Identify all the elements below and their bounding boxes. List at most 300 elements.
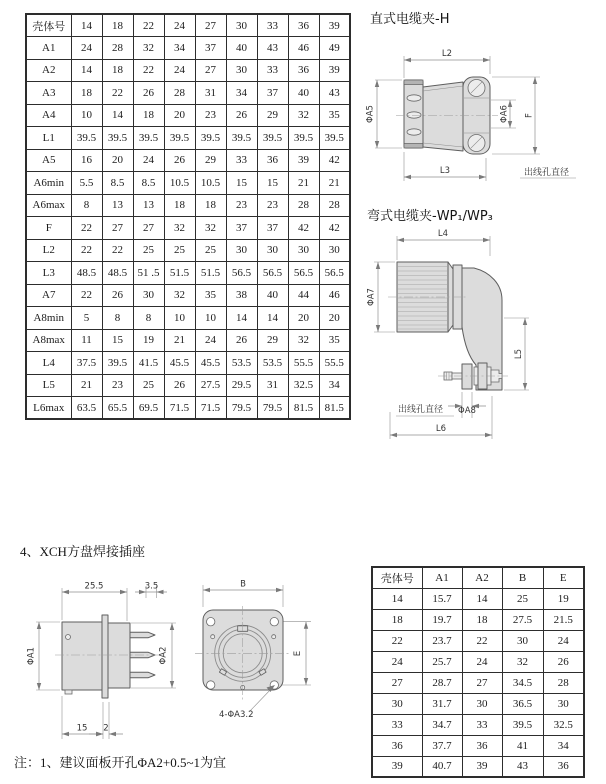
table-cell: 37.5: [71, 352, 102, 375]
table-header-cell: 33: [257, 14, 288, 37]
table-cell: 40: [257, 284, 288, 307]
table-row: [26, 329, 350, 352]
table-cell: 33: [226, 149, 257, 172]
table-cell: 37: [257, 82, 288, 105]
table-cell: 13: [102, 194, 133, 217]
table-cell: 39.5: [164, 127, 195, 150]
table-cell: 49: [319, 37, 350, 60]
table-cell: 30: [133, 284, 164, 307]
table-cell: 30: [226, 59, 257, 82]
table-row: [26, 239, 350, 262]
dim-label-phi-a7: ΦA7: [366, 288, 377, 306]
table-cell: 51.5: [164, 262, 195, 285]
table-cell: 32.5: [543, 714, 584, 735]
table-cell: 30: [502, 630, 543, 651]
table-cell: 39.5: [319, 127, 350, 150]
table-cell: 8: [102, 307, 133, 330]
dim-label-l6: L6: [435, 424, 447, 434]
table-cell: A8min: [26, 307, 71, 330]
table-row: [372, 756, 584, 777]
table-cell: 71.5: [164, 397, 195, 420]
socket-side-body: [55, 615, 165, 698]
table-cell: A6min: [26, 172, 71, 195]
table-cell: 5.5: [71, 172, 102, 195]
locating-pin: [272, 635, 276, 639]
clamp-saddle: [462, 364, 472, 389]
table-cell: 55.5: [319, 352, 350, 375]
table-row: [26, 217, 350, 240]
table-row: [26, 194, 350, 217]
table-row: [26, 352, 350, 375]
table-cell: 28: [102, 37, 133, 60]
table-cell: 39.5: [502, 714, 543, 735]
table-cell: 40: [226, 37, 257, 60]
table-cell: 34.7: [422, 714, 462, 735]
table-cell: 18: [71, 82, 102, 105]
table-cell: 69.5: [133, 397, 164, 420]
bent-clamp-title: 弯式电缆夹-WP₁/WP₃: [367, 209, 493, 224]
table-cell: 51.5: [195, 262, 226, 285]
table-cell: 20: [319, 307, 350, 330]
dim-label-l5: L5: [514, 348, 524, 360]
table-row: [372, 693, 584, 714]
table-row: [372, 714, 584, 735]
table-cell: A2: [26, 59, 71, 82]
table-header-cell: 18: [102, 14, 133, 37]
table-cell: 14: [257, 307, 288, 330]
table-cell: 29: [257, 329, 288, 352]
table-cell: 46: [319, 284, 350, 307]
table-cell: 20: [102, 149, 133, 172]
table-cell: 26: [164, 374, 195, 397]
solder-pin: [130, 672, 155, 678]
table-header-cell: 22: [133, 14, 164, 37]
table-cell: 39.5: [102, 127, 133, 150]
table-cell: 25: [502, 588, 543, 609]
table-cell: 22: [71, 217, 102, 240]
table-cell: 19: [543, 588, 584, 609]
table-cell: 22: [372, 630, 422, 651]
socket-front-body: [195, 606, 291, 700]
table-cell: L1: [26, 127, 71, 150]
table-cell: 25.7: [422, 651, 462, 672]
table-cell: 27: [372, 672, 422, 693]
table-cell: 39.5: [257, 127, 288, 150]
socket-section-title: 4、XCH方盘焊接插座: [20, 544, 145, 559]
dim-label-f: F: [524, 113, 535, 118]
table-cell: 14: [462, 588, 502, 609]
table-row: [26, 307, 350, 330]
table-cell: 32: [133, 37, 164, 60]
straight-clamp-title: 直式电缆夹-H: [370, 12, 450, 27]
table-cell: 42: [288, 217, 319, 240]
dim-label-phi-a5: ΦA5: [365, 105, 376, 123]
table-header-cell: 24: [164, 14, 195, 37]
table-cell: 23: [226, 194, 257, 217]
table-row: [26, 82, 350, 105]
table-cell: 18: [462, 609, 502, 630]
table-cell: 34.5: [502, 672, 543, 693]
table-cell: 28: [288, 194, 319, 217]
table-cell: 39.5: [288, 127, 319, 150]
table-cell: 22: [71, 284, 102, 307]
table-cell: 33: [257, 59, 288, 82]
table-header-cell: 36: [288, 14, 319, 37]
table-cell: 25: [164, 239, 195, 262]
footnote: 注：1、建议面板开孔ΦA2+0.5~1为宜: [14, 755, 227, 770]
table-row: [372, 735, 584, 756]
outlet-hole-label: 出线孔直径: [398, 405, 444, 415]
dim-label-4-phi-a3-2: 4-ΦA3.2: [219, 710, 254, 720]
socket-rear: [108, 623, 130, 688]
mounting-flange: [102, 615, 108, 698]
table-cell: 27: [102, 217, 133, 240]
table-cell: 28.7: [422, 672, 462, 693]
table-cell: 28: [543, 672, 584, 693]
table-cell: 18: [164, 194, 195, 217]
table-cell: 65.5: [102, 397, 133, 420]
table-cell: 51 .5: [133, 262, 164, 285]
table-cell: 24: [133, 149, 164, 172]
table-cell: 30: [372, 693, 422, 714]
table-cell: 36: [288, 59, 319, 82]
table-header-cell: B: [502, 567, 543, 588]
table-cell: 30: [543, 693, 584, 714]
table-cell: 22: [133, 59, 164, 82]
table-cell: 32: [164, 217, 195, 240]
dim-label-3-5: 3.5: [144, 581, 159, 592]
table-cell: 79.5: [257, 397, 288, 420]
table-cell: 30: [226, 239, 257, 262]
table-cell: 18: [195, 194, 226, 217]
table-cell: 29.5: [226, 374, 257, 397]
table-cell: 26: [164, 149, 195, 172]
dim-label-l2: L2: [441, 49, 453, 59]
table-cell: 14: [71, 59, 102, 82]
table-cell: 18: [133, 104, 164, 127]
table-row: [372, 672, 584, 693]
table-cell: 34: [319, 374, 350, 397]
table-cell: 43: [319, 82, 350, 105]
table-cell: 41.5: [133, 352, 164, 375]
dim-label-e: E: [293, 650, 303, 657]
table-cell: 42: [319, 217, 350, 240]
table-row: [372, 630, 584, 651]
table-cell: 45.5: [164, 352, 195, 375]
table-cell: 30: [257, 239, 288, 262]
table-cell: 15: [102, 329, 133, 352]
table-header-cell: 壳体号: [372, 567, 422, 588]
table-cell: 39.5: [102, 352, 133, 375]
table-cell: 35: [195, 284, 226, 307]
table-cell: 23.7: [422, 630, 462, 651]
table-row: [26, 374, 350, 397]
table-cell: 22: [102, 82, 133, 105]
table-cell: L3: [26, 262, 71, 285]
dim-label-phi-a2: ΦA2: [158, 646, 169, 665]
table-cell: 40.7: [422, 756, 462, 777]
table-cell: 34: [543, 735, 584, 756]
table-cell: 39: [288, 149, 319, 172]
table-cell: 38: [226, 284, 257, 307]
socket-dimension-table: [371, 566, 585, 778]
table-cell: 36: [257, 149, 288, 172]
table-cell: 21: [288, 172, 319, 195]
table-cell: 46: [288, 37, 319, 60]
table-cell: 56.5: [226, 262, 257, 285]
table-cell: 37: [195, 37, 226, 60]
table-cell: 10: [71, 104, 102, 127]
table-cell: 14: [372, 588, 422, 609]
table-cell: 21.5: [543, 609, 584, 630]
table-row: [372, 588, 584, 609]
table-cell: 15: [226, 172, 257, 195]
table-row: [372, 651, 584, 672]
table-cell: 5: [71, 307, 102, 330]
table-cell: 21: [319, 172, 350, 195]
table-cell: 25: [133, 239, 164, 262]
straight-clamp-body: [396, 77, 498, 154]
table-cell: 15.7: [422, 588, 462, 609]
table-cell: 24: [195, 329, 226, 352]
table-cell: 11: [71, 329, 102, 352]
table-cell: 19.7: [422, 609, 462, 630]
table-cell: 24: [164, 59, 195, 82]
clamp-cone: [423, 82, 463, 151]
table-cell: A7: [26, 284, 71, 307]
table-cell: 8: [133, 307, 164, 330]
table-cell: 23: [257, 194, 288, 217]
table-header-cell: A2: [462, 567, 502, 588]
table-cell: 36: [462, 735, 502, 756]
table-header-cell: 壳体号: [26, 14, 71, 37]
table-cell: L2: [26, 239, 71, 262]
solder-pin: [130, 632, 155, 638]
clamp-screw-top: [468, 80, 485, 97]
table-cell: 43: [257, 37, 288, 60]
socket-side-view-drawing: [25, 578, 210, 743]
table-cell: 30: [462, 693, 502, 714]
table-cell: 35: [319, 329, 350, 352]
table-cell: 37: [226, 217, 257, 240]
table-cell: 34: [226, 82, 257, 105]
table-row: [26, 397, 350, 420]
table-cell: 30: [288, 239, 319, 262]
table-header-cell: 39: [319, 14, 350, 37]
table-cell: 10: [164, 307, 195, 330]
socket-shell: [62, 622, 102, 690]
table-cell: L4: [26, 352, 71, 375]
table-cell: 39.5: [226, 127, 257, 150]
table-cell: 20: [164, 104, 195, 127]
mounting-hole: [207, 618, 215, 626]
table-cell: 30: [319, 239, 350, 262]
table-row: [372, 609, 584, 630]
table-cell: 25: [133, 374, 164, 397]
table-cell: 53.5: [257, 352, 288, 375]
table-cell: 27.5: [502, 609, 543, 630]
table-cell: 32: [195, 217, 226, 240]
table-cell: 24: [372, 651, 422, 672]
dim-label-2: 2: [103, 723, 109, 734]
table-cell: 39.5: [71, 127, 102, 150]
table-row: [26, 59, 350, 82]
table-cell: 37: [257, 217, 288, 240]
straight-clamp-drawing: [362, 30, 606, 190]
table-header-row: [372, 567, 584, 588]
table-row: [26, 37, 350, 60]
table-cell: 14: [102, 104, 133, 127]
table-cell: 41: [502, 735, 543, 756]
table-cell: 15: [257, 172, 288, 195]
table-cell: 44: [288, 284, 319, 307]
table-cell: 56.5: [288, 262, 319, 285]
table-cell: 24: [462, 651, 502, 672]
locating-pin: [211, 635, 215, 639]
table-cell: 22: [102, 239, 133, 262]
table-row: [26, 284, 350, 307]
table-cell: 28: [319, 194, 350, 217]
table-cell: 71.5: [195, 397, 226, 420]
table-cell: 27: [462, 672, 502, 693]
table-cell: 55.5: [288, 352, 319, 375]
table-cell: 40: [288, 82, 319, 105]
bent-clamp-drawing: [360, 228, 604, 443]
table-cell: 36: [372, 735, 422, 756]
table-cell: 26: [543, 651, 584, 672]
table-cell: 36: [543, 756, 584, 777]
table-header-cell: A1: [422, 567, 462, 588]
table-cell: 18: [372, 609, 422, 630]
table-cell: 79.5: [226, 397, 257, 420]
table-cell: 8.5: [102, 172, 133, 195]
table-cell: L5: [26, 374, 71, 397]
table-cell: 81.5: [288, 397, 319, 420]
table-cell: 21: [164, 329, 195, 352]
table-cell: 14: [226, 307, 257, 330]
table-cell: 24: [71, 37, 102, 60]
table-cell: 56.5: [257, 262, 288, 285]
table-cell: A3: [26, 82, 71, 105]
table-cell: 53.5: [226, 352, 257, 375]
dim-label-l4: L4: [437, 229, 449, 239]
table-row: [26, 262, 350, 285]
table-cell: F: [26, 217, 71, 240]
table-cell: 27: [195, 59, 226, 82]
table-row: [26, 172, 350, 195]
table-cell: 29: [257, 104, 288, 127]
table-cell: 29: [195, 149, 226, 172]
outlet-hole-label: 出线孔直径: [524, 168, 570, 178]
table-cell: 21: [71, 374, 102, 397]
table-cell: 32: [164, 284, 195, 307]
mounting-hole: [207, 681, 215, 689]
main-dimension-table: [25, 13, 351, 420]
table-cell: 37.7: [422, 735, 462, 756]
table-cell: 28: [164, 82, 195, 105]
table-cell: 23: [195, 104, 226, 127]
table-cell: 33: [462, 714, 502, 735]
table-cell: 48.5: [71, 262, 102, 285]
table-cell: 22: [71, 239, 102, 262]
dim-label-l3: L3: [439, 166, 451, 176]
table-cell: 8.5: [133, 172, 164, 195]
table-cell: 16: [71, 149, 102, 172]
table-cell: 56.5: [319, 262, 350, 285]
bent-clamp-body: [388, 262, 508, 390]
socket-front-view-drawing: [195, 580, 330, 740]
table-cell: 43: [502, 756, 543, 777]
table-cell: L6max: [26, 397, 71, 420]
table-cell: 42: [319, 149, 350, 172]
table-cell: A4: [26, 104, 71, 127]
table-cell: 31: [257, 374, 288, 397]
dim-label-25-5: 25.5: [84, 581, 104, 592]
dim-label-phi-a8: ΦA8: [458, 406, 476, 416]
table-cell: 22: [462, 630, 502, 651]
table-cell: 33: [372, 714, 422, 735]
table-cell: 34: [164, 37, 195, 60]
table-cell: 31: [195, 82, 226, 105]
table-cell: 63.5: [71, 397, 102, 420]
table-cell: 10.5: [195, 172, 226, 195]
table-cell: 45.5: [195, 352, 226, 375]
mounting-hole: [270, 618, 278, 626]
table-header-cell: E: [543, 567, 584, 588]
table-cell: A8max: [26, 329, 71, 352]
table-cell: 24: [543, 630, 584, 651]
table-cell: 81.5: [319, 397, 350, 420]
table-cell: 10: [195, 307, 226, 330]
table-cell: 27: [133, 217, 164, 240]
table-cell: 26: [133, 82, 164, 105]
dim-label-b: B: [240, 579, 246, 590]
table-cell: 39: [319, 59, 350, 82]
clamp-screw-bottom: [468, 135, 485, 152]
table-header-cell: 30: [226, 14, 257, 37]
table-cell: 19: [133, 329, 164, 352]
table-cell: 39: [462, 756, 502, 777]
table-cell: 23: [102, 374, 133, 397]
table-cell: 26: [102, 284, 133, 307]
table-cell: 48.5: [102, 262, 133, 285]
table-cell: 32: [502, 651, 543, 672]
table-cell: 32: [288, 329, 319, 352]
table-cell: A1: [26, 37, 71, 60]
table-cell: 32.5: [288, 374, 319, 397]
table-cell: A5: [26, 149, 71, 172]
table-row: [26, 104, 350, 127]
table-header-cell: 14: [71, 14, 102, 37]
dim-label-15: 15: [76, 723, 88, 734]
table-cell: 39: [372, 756, 422, 777]
table-row: [26, 127, 350, 150]
table-header-cell: 27: [195, 14, 226, 37]
table-row: [26, 149, 350, 172]
table-cell: 20: [288, 307, 319, 330]
table-cell: 26: [226, 104, 257, 127]
table-header-row: [26, 14, 350, 37]
table-cell: 35: [319, 104, 350, 127]
table-cell: 13: [133, 194, 164, 217]
dim-label-phi-a1: ΦA1: [26, 647, 37, 665]
table-cell: A6max: [26, 194, 71, 217]
table-cell: 10.5: [164, 172, 195, 195]
table-cell: 31.7: [422, 693, 462, 714]
dim-label-phi-a6: ΦA6: [499, 105, 510, 123]
table-cell: 18: [102, 59, 133, 82]
table-cell: 25: [195, 239, 226, 262]
